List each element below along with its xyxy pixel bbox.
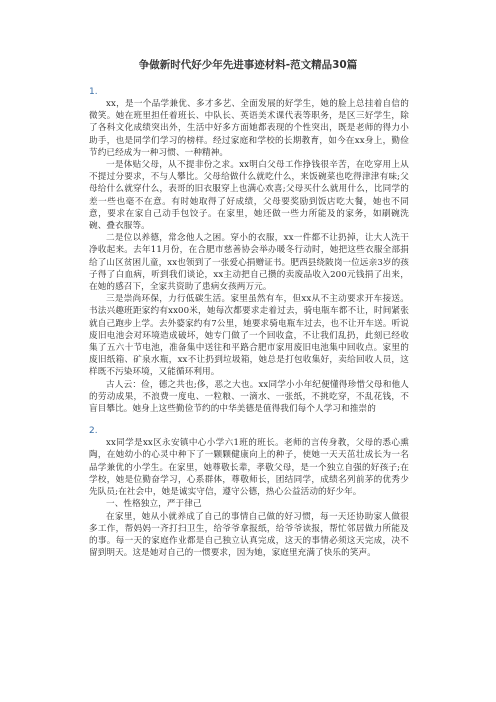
subheading: 一、性格独立，严于律己 [106,499,202,510]
paragraph: xx，是一个品学兼优、多才多艺、全面发展的好学生，她的脸上总挂着自信的微笑。她在班里担任着班长、中队长、英语美术课代表等职务，是区三好学生，除了各科文化成绩突出外，生活中好多方面她都表现的个性突出，既是老师的得力小助手，也是同学们学习的榜样。经过家庭和学校的长期教育，如今在xx身上，勤俭节约已经成为一种习惯、一种精神。 [89,99,409,158]
paragraph: 一是体贴父母，从不提非份之求。xx明白父母工作挣钱很辛苦，在吃穿用上从不提过分要求，不与人攀比。父母给做什么就吃什么，来饭碗菜也吃得津津有味;父母给什么就穿什么，表哥的旧衣服穿上也满心欢喜;父母买什么就用什么，比同学的差一些也毫不在意。有时她取得了好成绩，父母要奖励到饭店吃大餐，她也不同意，要求在家自己动手包饺子。在家里，她还做一些力所能及的家务，如刷碗洗碗、叠衣服等。 [89,160,409,232]
section-gap [89,415,409,425]
section-number: 2. [89,426,98,437]
document-title: 争做新时代好少年先进事迹材料-范文精品30篇 [138,59,358,71]
paragraph: 三是崇尚环保，力行低碳生活。家里虽然有车，但xx从不主动要求开车接送。书法兴趣班距家约有xx00米，她每次都要求走着过去，骑电瓶车都不让，时间紧张就自己跑步上学。去外婆家约有7公里，她要求骑电瓶车过去，也不让开车送。听说废旧电池会对环境造成破坏，她专门做了一个回收盒，不让我们乱扔，此刻已经收集了五六十节电池，准备集中送往和平路合肥市家用废旧电池集中回收点。家里的废旧纸箱、矿泉水瓶，xx不让扔到垃圾箱，她总是打包收集好，卖给回收人员，这样既不污染环境，又能循环利用。 [89,294,409,378]
paragraph: 古人云：俭，德之共也;侈，恶之大也。xx同学小小年纪便懂得珍惜父母和他人的劳动成果，不浪费一度电、一粒粮、一滴水、一张纸，不挑吃穿，不乱花钱，不盲目攀比。她身上这些勤俭节约的中华美德是值得我们每个人学习和推崇的 [89,379,409,415]
paragraph: xx同学是xx区永安镇中心小学六1班的班长。老师的言传身教，父母的悉心熏陶，在她幼小的心灵中种下了一颗颗健康向上的种子，使她一天天茁壮成长为一名品学兼优的小学生。在家里，她尊敬长辈，孝敬父母，是一个独立自强的好孩子;在学校，她是位勤奋学习，心系群体，尊敬师长，团结同学，成绩名列前茅的优秀少先队员;在社会中，她是诚实守信，遵守公德，热心公益活动的好少年。 [89,438,409,498]
document-body [89,86,409,559]
section-number: 1. [89,87,98,97]
paragraph: 二是位以养德，常念他人之困。穿小的衣服，xx一件都不让扔掉，让大人洗干净收起来。去年11月份，在合肥市慈善协会举办暖冬行动时，她把这些衣服全部捐给了山区贫困儿童，xx也领到了一张爱心捐赠证书。肥西县绕陂岗一位远亲3岁的孩子得了白血病，听到我们谈论，xx主动把自己攒的卖废品收入200元钱捐了出来，在她的感召下，全家共资助了患病女孩两万元。 [89,233,409,293]
paragraph: 在家里，她从小就养成了自己的事情自己做的好习惯，每一天还协助家人做很多工作，帮妈妈一齐打扫卫生，给爷爷拿报纸，给爷爷读报，帮忙邻居做力所能及的事。每一天的家庭作业都是自己独立认真完成，这天的事情必须这天完成，决不留到明天。这是她对自己的一惯要求，因为她，家庭里充满了快乐的笑声。 [89,511,409,559]
